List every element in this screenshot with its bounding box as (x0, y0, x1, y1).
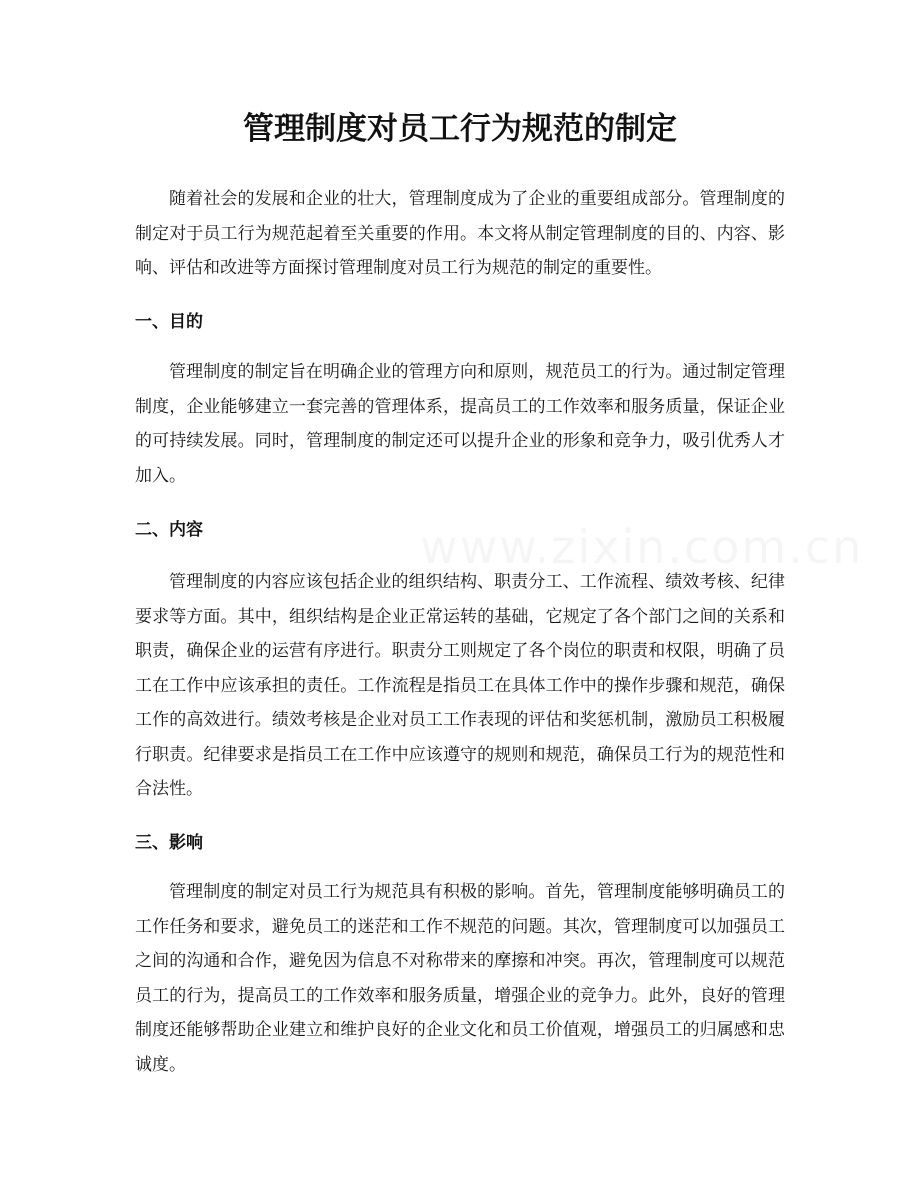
section-body-purpose: 管理制度的制定旨在明确企业的管理方向和原则，规范员工的行为。通过制定管理制度，企业能够建立一套完善的管理体系，提高员工的工作效率和服务质量，保证企业的可持续发展。同时，管理制度的制定还可以提升企业的形象和竞争力，吸引优秀人才加入。 (135, 362, 785, 486)
section-heading-content: 二、内容 (135, 520, 203, 540)
section-body-content: 管理制度的内容应该包括企业的组织结构、职责分工、工作流程、绩效考核、纪律要求等方面。其中，组织结构是企业正常运转的基础，它规定了各个部门之间的关系和职责，确保企业的运营有序进行。职责分工则规定了各个岗位的职责和权限，明确了员工在工作中应该承担的责任。工作流程是指员工在具体工作中的操作步骤和规范，确保工作的高效进行。绩效考核是企业对员工工作表现的评估和奖惩机制，激励员工积极履行职责。纪律要求是指员工在工作中应该遵守的规则和规范，确保员工行为的规范性和合法性。 (135, 572, 785, 799)
section-heading-impact: 三、影响 (135, 833, 203, 853)
section-heading-purpose: 一、目的 (135, 312, 203, 332)
document-title: 管理制度对员工行为规范的制定 (243, 111, 677, 147)
section-body-impact: 管理制度的制定对员工行为规范具有积极的影响。首先，管理制度能够明确员工的工作任务和要求，避免员工的迷茫和工作不规范的问题。其次，管理制度可以加强员工之间的沟通和合作，避免因为信息不对称带来的摩擦和冲突。再次，管理制度可以规范员工的行为，提高员工的工作效率和服务质量，增强企业的竞争力。此外，良好的管理制度还能够帮助企业建立和维护良好的企业文化和员工价值观，增强员工的归属感和忠诚度。 (135, 882, 785, 1075)
intro-paragraph: 随着社会的发展和企业的壮大，管理制度成为了企业的重要组成部分。管理制度的制定对于员工行为规范起着至关重要的作用。本文将从制定管理制度的目的、内容、影响、评估和改进等方面探讨管理制度对员工行为规范的制定的重要性。 (135, 189, 785, 278)
